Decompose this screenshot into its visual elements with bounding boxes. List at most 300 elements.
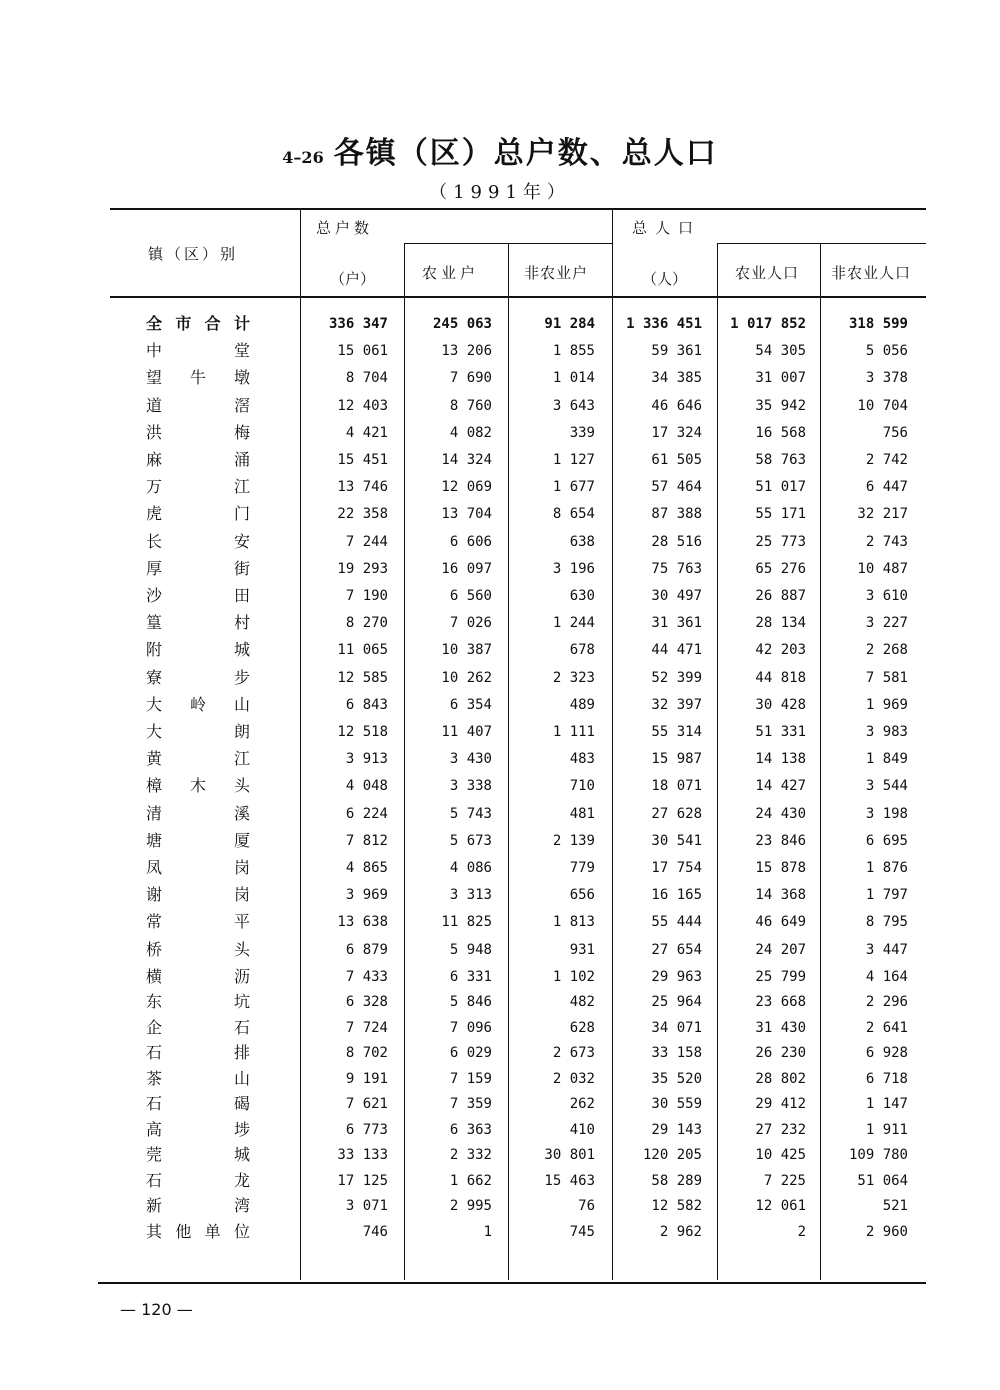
cell-agri-households: 245 063 xyxy=(432,316,492,332)
cell-agri-households: 7 690 xyxy=(449,370,492,387)
cell-nonagri-population: 1 797 xyxy=(865,887,908,904)
cell-nonagri-population: 2 960 xyxy=(865,1223,908,1240)
region-char xyxy=(195,856,200,880)
row-region-name xyxy=(146,394,250,418)
region-char xyxy=(195,1016,200,1040)
page-number: — 120 — xyxy=(120,1300,193,1319)
bottom-rule xyxy=(98,1282,926,1284)
region-char xyxy=(195,990,200,1014)
cell-nonagri-households: 745 xyxy=(569,1223,595,1240)
cell-nonagri-population: 3 544 xyxy=(865,778,908,795)
table-title xyxy=(0,128,1000,172)
region-char: 牛 xyxy=(189,368,206,388)
row-region-name xyxy=(146,611,250,635)
cell-total-households: 4 865 xyxy=(345,860,388,876)
cell-total-households: 6 879 xyxy=(345,941,388,958)
region-char: 桥 xyxy=(146,939,163,959)
header-total-households: 总户数 xyxy=(316,219,374,237)
table-year: （1991年） xyxy=(429,182,571,203)
cell-agri-population: 55 171 xyxy=(755,506,806,523)
cell-nonagri-households: 91 284 xyxy=(544,316,595,332)
table-row xyxy=(0,502,1000,526)
cell-agri-households: 10 387 xyxy=(441,642,492,659)
region-char: 高 xyxy=(146,1119,163,1139)
cell-nonagri-households: 262 xyxy=(569,1096,595,1113)
row-region-name xyxy=(146,1220,250,1244)
row-region-name xyxy=(146,883,250,907)
cell-total-population: 30 559 xyxy=(651,1096,702,1113)
cell-nonagri-households: 638 xyxy=(569,533,595,550)
region-char: 道 xyxy=(146,395,163,415)
cell-total-households: 7 621 xyxy=(345,1096,388,1113)
cell-agri-population: 26 230 xyxy=(755,1045,806,1062)
region-char: 莞 xyxy=(146,1145,163,1165)
cell-agri-households: 7 159 xyxy=(449,1070,492,1087)
region-char xyxy=(195,1067,200,1091)
cell-total-households: 33 133 xyxy=(337,1147,388,1164)
region-char xyxy=(195,1118,200,1142)
region-char: 溪 xyxy=(233,803,250,823)
table-row xyxy=(0,584,1000,608)
region-char: 茶 xyxy=(146,1068,163,1088)
cell-agri-households: 6 354 xyxy=(449,696,492,713)
cell-total-population: 55 314 xyxy=(651,724,702,740)
cell-total-households: 13 638 xyxy=(337,914,388,931)
cell-agri-population: 44 818 xyxy=(755,669,806,686)
row-region-name xyxy=(146,910,250,934)
cell-nonagri-population: 3 198 xyxy=(865,805,908,822)
row-region-name xyxy=(146,1194,250,1218)
row-region-name xyxy=(146,421,250,445)
header-bottom-rule xyxy=(110,296,926,298)
cell-total-population: 61 505 xyxy=(651,452,702,468)
cell-total-population: 27 654 xyxy=(651,941,702,958)
cell-agri-population: 12 061 xyxy=(755,1198,806,1215)
table-row xyxy=(0,611,1000,635)
cell-agri-population: 23 668 xyxy=(755,994,806,1011)
cell-nonagri-households: 1 244 xyxy=(552,615,595,632)
cell-nonagri-households: 1 014 xyxy=(552,370,595,387)
row-region-name xyxy=(146,747,250,771)
cell-total-population: 17 754 xyxy=(651,860,702,876)
cell-nonagri-population: 1 849 xyxy=(865,751,908,768)
region-char: 平 xyxy=(233,912,250,932)
region-char: 龙 xyxy=(233,1170,250,1190)
cell-nonagri-population: 1 147 xyxy=(865,1096,908,1113)
header-population-unit: （人） xyxy=(642,270,688,288)
cell-total-households: 19 293 xyxy=(337,560,388,577)
region-char: 步 xyxy=(233,667,250,687)
cell-total-households: 8 702 xyxy=(345,1045,388,1062)
cell-nonagri-households: 481 xyxy=(569,805,595,822)
cell-nonagri-population: 2 641 xyxy=(865,1019,908,1036)
row-region-name xyxy=(146,475,250,499)
region-char: 石 xyxy=(146,1170,163,1190)
region-char: 中 xyxy=(146,341,163,361)
cell-total-households: 11 065 xyxy=(337,642,388,659)
cell-agri-households: 13 206 xyxy=(441,343,492,360)
cell-agri-population: 31 007 xyxy=(755,370,806,387)
region-char: 碣 xyxy=(233,1094,250,1114)
region-char: 合 xyxy=(204,314,221,333)
table-row xyxy=(0,1169,1000,1193)
cell-agri-population: 25 799 xyxy=(755,968,806,985)
region-char: 湾 xyxy=(233,1196,250,1216)
cell-agri-households: 13 704 xyxy=(441,506,492,523)
cell-agri-households: 8 760 xyxy=(449,397,492,414)
cell-total-households: 3 913 xyxy=(345,751,388,768)
cell-nonagri-households: 483 xyxy=(569,751,595,768)
cell-total-households: 7 244 xyxy=(345,533,388,550)
cell-total-households: 6 328 xyxy=(345,994,388,1011)
region-char: 岭 xyxy=(189,694,206,714)
region-char xyxy=(195,1092,200,1116)
cell-nonagri-population: 4 164 xyxy=(865,968,908,985)
cell-total-population: 46 646 xyxy=(651,397,702,414)
cell-nonagri-population: 2 296 xyxy=(865,994,908,1011)
row-region-name xyxy=(146,1169,250,1193)
cell-nonagri-population: 2 268 xyxy=(865,642,908,659)
cell-total-population: 18 071 xyxy=(651,778,702,795)
cell-total-households: 15 061 xyxy=(337,343,388,360)
row-region-name xyxy=(146,584,250,608)
cell-agri-households: 2 995 xyxy=(449,1198,492,1215)
cell-total-population: 120 205 xyxy=(642,1147,702,1164)
cell-agri-population: 51 017 xyxy=(755,479,806,496)
region-char: 常 xyxy=(146,912,163,932)
row-region-name xyxy=(146,638,250,662)
cell-nonagri-households: 628 xyxy=(569,1019,595,1036)
cell-agri-population: 1 017 852 xyxy=(730,316,806,332)
cell-total-households: 8 704 xyxy=(345,370,388,387)
cell-agri-households: 3 430 xyxy=(449,751,492,768)
table-row xyxy=(0,1220,1000,1244)
cell-nonagri-households: 1 677 xyxy=(552,479,595,496)
cell-nonagri-population: 3 610 xyxy=(865,588,908,604)
cell-total-population: 1 336 451 xyxy=(626,316,702,332)
cell-nonagri-households: 656 xyxy=(569,887,595,904)
region-char: 其 xyxy=(146,1221,163,1241)
cell-total-households: 3 969 xyxy=(345,887,388,904)
cell-agri-population: 46 649 xyxy=(755,914,806,931)
region-char: 虎 xyxy=(146,504,163,524)
cell-total-households: 12 585 xyxy=(337,669,388,686)
table-row xyxy=(0,938,1000,962)
cell-total-households: 6 843 xyxy=(345,696,388,713)
region-char: 木 xyxy=(189,776,206,796)
cell-total-population: 16 165 xyxy=(651,887,702,904)
cell-nonagri-population: 3 983 xyxy=(865,724,908,740)
cell-agri-population: 51 331 xyxy=(755,724,806,740)
cell-nonagri-households: 410 xyxy=(569,1121,595,1138)
cell-nonagri-population: 3 227 xyxy=(865,615,908,632)
region-char: 岗 xyxy=(233,885,250,905)
region-char: 朗 xyxy=(233,722,250,741)
cell-total-population: 57 464 xyxy=(651,479,702,496)
table-row xyxy=(0,475,1000,499)
region-char: 江 xyxy=(233,477,250,497)
cell-agri-population: 29 412 xyxy=(755,1096,806,1113)
table-title-text: 各镇（区）总户数、总人口 xyxy=(333,136,718,171)
cell-total-households: 13 746 xyxy=(337,479,388,496)
region-char xyxy=(195,965,200,989)
region-char: 凤 xyxy=(146,858,163,877)
region-char xyxy=(195,883,200,907)
region-char: 大 xyxy=(146,694,163,714)
region-char: 东 xyxy=(146,992,163,1012)
header-region: 镇（区）别 xyxy=(148,245,239,263)
cell-nonagri-population: 5 056 xyxy=(865,343,908,360)
region-char: 墩 xyxy=(233,368,250,388)
header-agri-households: 农业户 xyxy=(422,264,480,282)
cell-nonagri-households: 710 xyxy=(569,778,595,795)
cell-agri-population: 31 430 xyxy=(755,1019,806,1036)
cell-total-population: 30 497 xyxy=(651,588,702,604)
cell-nonagri-population: 6 928 xyxy=(865,1045,908,1062)
table-row xyxy=(0,856,1000,880)
region-char: 篁 xyxy=(146,613,163,633)
cell-agri-households: 7 359 xyxy=(449,1096,492,1113)
region-char: 寮 xyxy=(146,667,163,687)
region-char: 江 xyxy=(233,749,250,769)
table-row xyxy=(0,990,1000,1014)
region-char: 他 xyxy=(175,1221,192,1241)
cell-total-population: 12 582 xyxy=(651,1198,702,1215)
cell-agri-households: 1 662 xyxy=(449,1172,492,1189)
cell-nonagri-households: 1 813 xyxy=(552,914,595,931)
cell-total-population: 15 987 xyxy=(651,751,702,768)
cell-agri-population: 16 568 xyxy=(755,424,806,441)
row-region-name xyxy=(146,938,250,962)
cell-agri-households: 12 069 xyxy=(441,479,492,496)
region-char: 望 xyxy=(146,368,163,388)
region-char: 新 xyxy=(146,1196,163,1216)
cell-nonagri-population: 3 447 xyxy=(865,941,908,958)
region-char: 街 xyxy=(233,558,250,578)
row-region-name xyxy=(146,312,250,336)
cell-nonagri-population: 756 xyxy=(882,424,908,441)
row-region-name xyxy=(146,1092,250,1116)
cell-total-households: 7 433 xyxy=(345,968,388,985)
region-char: 洪 xyxy=(146,422,163,442)
table-row xyxy=(0,421,1000,445)
cell-nonagri-households: 8 654 xyxy=(552,506,595,523)
header-nonagri-population: 非农业人口 xyxy=(831,264,912,282)
table-row xyxy=(0,1118,1000,1142)
row-region-name xyxy=(146,965,250,989)
region-char xyxy=(195,584,200,608)
row-region-name xyxy=(146,1041,250,1065)
row-region-name xyxy=(146,829,250,853)
region-char: 石 xyxy=(146,1094,163,1114)
table-row xyxy=(0,638,1000,662)
region-char: 滘 xyxy=(233,395,250,415)
cell-agri-households: 6 606 xyxy=(449,533,492,550)
cell-total-population: 33 158 xyxy=(651,1045,702,1062)
cell-nonagri-population: 2 742 xyxy=(865,452,908,468)
header-nonagri-households: 非农业户 xyxy=(524,264,589,282)
table-row xyxy=(0,910,1000,934)
region-char: 横 xyxy=(146,966,163,986)
population-sub-rule xyxy=(717,243,926,244)
cell-agri-households: 3 338 xyxy=(449,778,492,795)
table-row xyxy=(0,312,1000,336)
region-char: 安 xyxy=(233,531,250,551)
region-char: 山 xyxy=(233,1068,250,1088)
row-region-name xyxy=(146,774,250,798)
cell-nonagri-population: 8 795 xyxy=(865,914,908,931)
cell-agri-population: 35 942 xyxy=(755,397,806,414)
row-region-name xyxy=(146,530,250,554)
cell-agri-households: 1 xyxy=(483,1223,492,1240)
row-region-name xyxy=(146,720,250,744)
cell-agri-households: 5 948 xyxy=(449,941,492,958)
cell-total-population: 30 541 xyxy=(651,832,702,849)
cell-nonagri-population: 1 911 xyxy=(865,1121,908,1138)
cell-nonagri-households: 2 323 xyxy=(552,669,595,686)
cell-agri-households: 10 262 xyxy=(441,669,492,686)
cell-nonagri-population: 109 780 xyxy=(848,1147,908,1164)
cell-nonagri-population: 1 969 xyxy=(865,696,908,713)
cell-total-population: 75 763 xyxy=(651,560,702,577)
cell-agri-households: 6 331 xyxy=(449,968,492,985)
row-region-name xyxy=(146,366,250,390)
region-char: 山 xyxy=(233,694,250,714)
cell-agri-households: 6 560 xyxy=(449,588,492,604)
table-row xyxy=(0,1067,1000,1091)
region-char xyxy=(195,938,200,962)
cell-nonagri-households: 2 673 xyxy=(552,1045,595,1062)
region-char: 梅 xyxy=(233,422,250,442)
region-char: 涌 xyxy=(233,450,250,469)
region-char xyxy=(195,747,200,771)
cell-nonagri-population: 6 447 xyxy=(865,479,908,496)
table-row xyxy=(0,530,1000,554)
cell-total-households: 7 812 xyxy=(345,832,388,849)
cell-total-households: 3 071 xyxy=(345,1198,388,1215)
cell-agri-population: 10 425 xyxy=(755,1147,806,1164)
table-row xyxy=(0,720,1000,744)
cell-agri-households: 11 407 xyxy=(441,724,492,740)
cell-nonagri-households: 489 xyxy=(569,696,595,713)
region-char: 厦 xyxy=(233,830,250,850)
row-region-name xyxy=(146,1143,250,1167)
cell-agri-households: 11 825 xyxy=(441,914,492,931)
cell-agri-population: 58 763 xyxy=(755,452,806,468)
cell-total-population: 25 964 xyxy=(651,994,702,1011)
cell-agri-population: 2 xyxy=(797,1223,806,1240)
cell-total-households: 22 358 xyxy=(337,506,388,523)
region-char xyxy=(195,557,200,581)
region-char: 万 xyxy=(146,477,163,497)
cell-agri-households: 5 846 xyxy=(449,994,492,1011)
table-row xyxy=(0,693,1000,717)
row-region-name xyxy=(146,339,250,363)
region-char: 头 xyxy=(233,776,250,796)
row-region-name xyxy=(146,557,250,581)
cell-agri-population: 23 846 xyxy=(755,832,806,849)
region-char xyxy=(195,1169,200,1193)
region-char: 长 xyxy=(146,531,163,551)
region-char: 村 xyxy=(233,613,250,633)
region-char xyxy=(195,638,200,662)
cell-nonagri-population: 7 581 xyxy=(865,669,908,686)
cell-nonagri-population: 521 xyxy=(882,1198,908,1215)
region-char xyxy=(195,448,200,472)
cell-agri-population: 54 305 xyxy=(755,343,806,360)
cell-total-population: 35 520 xyxy=(651,1070,702,1087)
cell-agri-households: 14 324 xyxy=(441,452,492,468)
cell-agri-population: 15 878 xyxy=(755,860,806,876)
region-char: 位 xyxy=(233,1221,250,1241)
region-char: 石 xyxy=(233,1017,250,1037)
region-char: 头 xyxy=(233,939,250,959)
cell-total-population: 55 444 xyxy=(651,914,702,931)
row-region-name xyxy=(146,1016,250,1040)
cell-nonagri-population: 3 378 xyxy=(865,370,908,387)
table-row xyxy=(0,747,1000,771)
region-char: 石 xyxy=(146,1043,163,1063)
region-char: 谢 xyxy=(146,885,163,905)
cell-agri-population: 30 428 xyxy=(755,696,806,713)
header-agri-population: 农业人口 xyxy=(735,264,800,282)
cell-total-population: 28 516 xyxy=(651,533,702,550)
cell-agri-population: 42 203 xyxy=(755,642,806,659)
cell-agri-households: 3 313 xyxy=(449,887,492,904)
cell-total-households: 17 125 xyxy=(337,1172,388,1189)
cell-total-households: 4 421 xyxy=(345,424,388,441)
region-char: 排 xyxy=(233,1043,250,1063)
cell-nonagri-population: 10 704 xyxy=(857,397,908,414)
region-char: 厚 xyxy=(146,558,163,578)
cell-total-population: 34 071 xyxy=(651,1019,702,1036)
region-char: 塘 xyxy=(146,830,163,850)
region-char: 计 xyxy=(233,314,250,333)
cell-agri-population: 24 207 xyxy=(755,941,806,958)
row-region-name xyxy=(146,856,250,880)
cell-agri-households: 7 096 xyxy=(449,1019,492,1036)
cell-agri-households: 6 029 xyxy=(449,1045,492,1062)
cell-nonagri-population: 51 064 xyxy=(857,1172,908,1189)
table-row xyxy=(0,1143,1000,1167)
cell-nonagri-households: 2 139 xyxy=(552,832,595,849)
table-row xyxy=(0,965,1000,989)
cell-agri-population: 28 802 xyxy=(755,1070,806,1087)
table-row xyxy=(0,366,1000,390)
cell-agri-households: 5 673 xyxy=(449,832,492,849)
cell-nonagri-households: 76 xyxy=(578,1198,595,1215)
region-char xyxy=(195,1041,200,1065)
cell-nonagri-population: 2 743 xyxy=(865,533,908,550)
cell-total-population: 87 388 xyxy=(651,506,702,523)
table-row xyxy=(0,666,1000,690)
region-char: 清 xyxy=(146,803,163,823)
cell-total-population: 44 471 xyxy=(651,642,702,659)
region-char: 门 xyxy=(233,504,250,524)
row-region-name xyxy=(146,802,250,826)
cell-total-households: 8 270 xyxy=(345,615,388,632)
cell-total-population: 29 143 xyxy=(651,1121,702,1138)
table-row xyxy=(0,1041,1000,1065)
cell-nonagri-households: 1 102 xyxy=(552,968,595,985)
row-region-name xyxy=(146,1118,250,1142)
region-char xyxy=(195,829,200,853)
cell-total-households: 4 048 xyxy=(345,778,388,795)
table-code: 4–26 xyxy=(282,148,324,167)
cell-nonagri-population: 6 695 xyxy=(865,832,908,849)
cell-total-population: 52 399 xyxy=(651,669,702,686)
region-char: 企 xyxy=(146,1017,163,1037)
